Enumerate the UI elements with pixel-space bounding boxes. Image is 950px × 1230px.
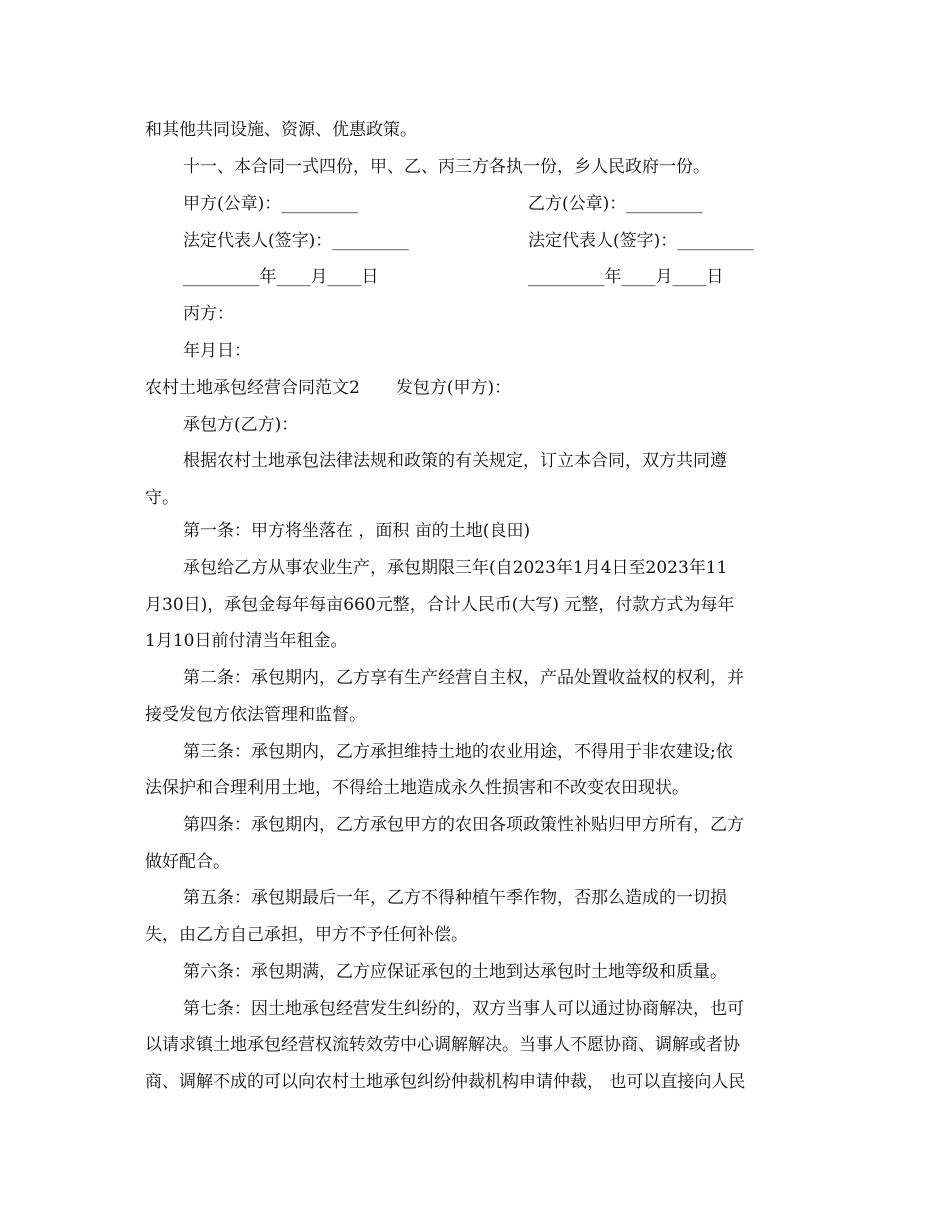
paragraph-line: 第三条：承包期内，乙方承担维持土地的农业用途，不得用于非农建设;依 [183,742,733,762]
rep-a-sign-line: 法定代表人(签字)：_________ [183,231,409,251]
paragraph-line: 做好配合。 [145,852,230,872]
paragraph-line: 第六条：承包期满，乙方应保证承包的土地到达承包时土地等级和质量。 [183,962,727,982]
paragraph-line: 法保护和合理利用土地，不得给土地造成永久性损害和不改变农田现状。 [145,778,689,798]
paragraph-line: 失，由乙方自己承担，甲方不予任何补偿。 [145,925,468,945]
paragraph-line: 月30日)，承包金每年每亩660元整，合计人民币(大写) 元整，付款方式为每年 [145,595,735,615]
party-c-label: 丙方： [183,304,234,324]
clause-eleven: 十一、本合同一式四份，甲、乙、丙三方各执一份，乡人民政府一份。 [183,157,710,177]
issuer-label: 发包方(甲方)： [395,378,512,398]
party-b-seal-line: 乙方(公章)：_________ [528,194,703,214]
section-title-line [145,377,815,399]
date-c-label: 年月日： [183,341,251,361]
date-b-line: _________年____月____日 [528,267,724,287]
contractor-label: 承包方(乙方)： [183,415,299,435]
date-a-line: _________年____月____日 [183,267,379,287]
paragraph-line: 守。 [145,488,179,508]
paragraph-line: 承包给乙方从事农业生产，承包期限三年(自2023年1月4日至2023年11 [183,558,728,578]
paragraph-line: 第二条：承包期内，乙方享有生产经营自主权，产品处置收益权的权利，并 [183,668,744,688]
paragraph-line: 接受发包方依法管理和监督。 [145,705,366,725]
paragraph-line: 第七条：因土地承包经营发生纠纷的，双方当事人可以通过协商解决，也可 [183,999,744,1019]
paragraph-line: 以请求镇土地承包经营权流转效劳中心调解解决。当事人不愿协商、调解或者协 [145,1035,740,1055]
rep-b-sign-line: 法定代表人(签字)：_________ [528,231,754,251]
paragraph-line: 第四条：承包期内，乙方承包甲方的农田各项政策性补贴归甲方所有，乙方 [183,815,744,835]
article-heading: 第一条：甲方将坐落在 ，面积 亩的土地(良田) [183,521,531,541]
paragraph-line: 商、调解不成的可以向农村土地承包纠纷仲裁机构申请仲裁， 也可以直接向人民 [145,1072,746,1092]
paragraph-line: 根据农村土地承包法律法规和政策的有关规定，订立本合同，双方共同遵 [183,451,727,471]
party-a-seal-line: 甲方(公章)：_________ [183,194,358,214]
section-title: 农村土地承包经营合同范文2 [145,378,360,398]
paragraph-line: 第五条：承包期最后一年，乙方不得种植午季作物，否那么造成的一切损 [183,888,727,908]
paragraph-line: 1月10日前付清当年租金。 [145,631,348,651]
text-line: 和其他共同设施、资源、优惠政策。 [145,120,417,140]
